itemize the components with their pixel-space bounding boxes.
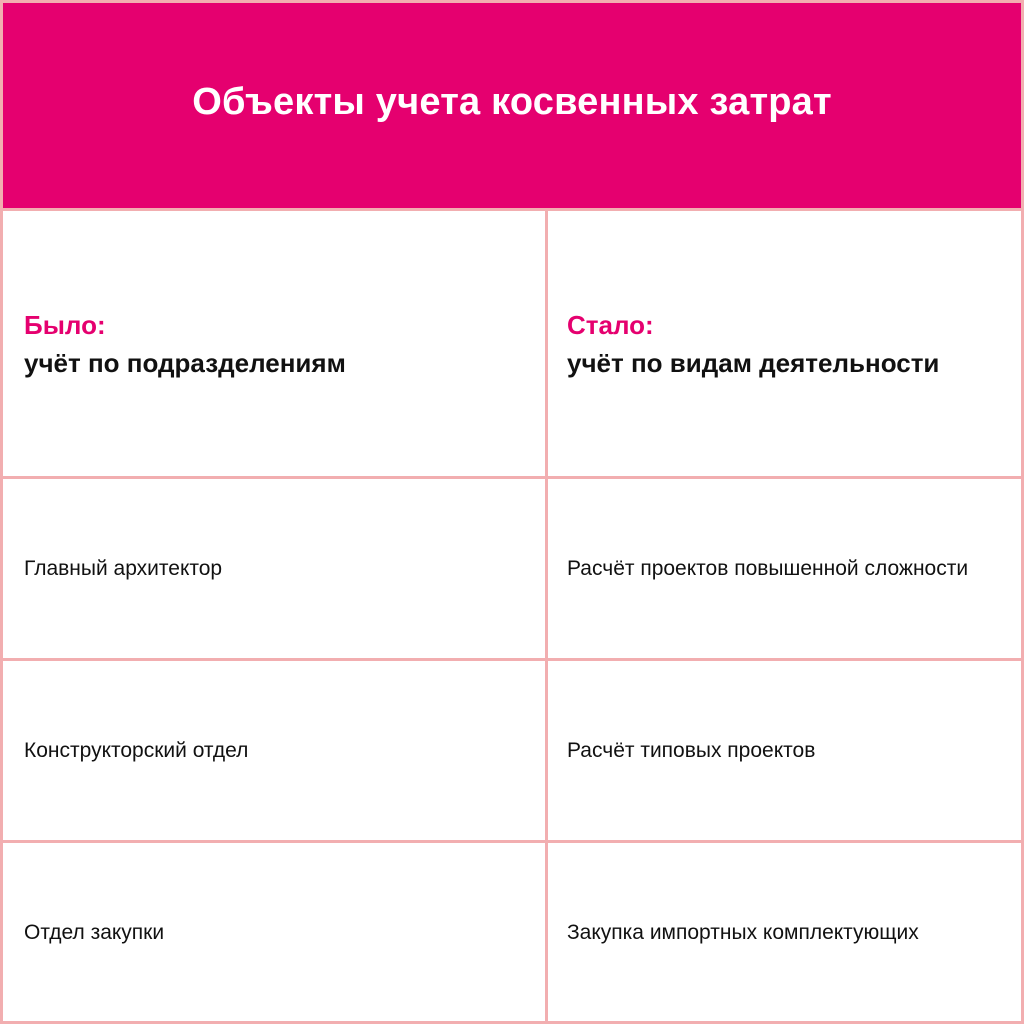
title-banner — [3, 3, 1021, 208]
table-cell-before — [24, 661, 524, 840]
right-column-header — [567, 211, 1007, 476]
after-label: Стало: — [567, 309, 654, 340]
left-column-header — [24, 211, 524, 476]
page-title: Объекты учета косвенных затрат — [192, 81, 832, 123]
after-subtitle: учёт по видам деятельности — [567, 347, 940, 378]
cell-text: Расчёт проектов повышенной сложности — [567, 557, 969, 580]
table-cell-after — [567, 661, 1007, 840]
column-divider — [545, 208, 548, 1021]
table-cell-after — [567, 843, 1007, 1021]
table-cell-before — [24, 479, 524, 658]
cell-text: Отдел закупки — [24, 920, 165, 944]
cell-text: Расчёт типовых проектов — [567, 739, 816, 762]
comparison-table — [3, 208, 1021, 1021]
cell-text: Закупка импортных комплектующих — [567, 920, 919, 944]
table-cell-before — [24, 843, 524, 1021]
table-cell-after — [567, 479, 1007, 658]
cell-text: Конструкторский отдел — [24, 739, 249, 762]
before-subtitle: учёт по подразделениям — [24, 347, 346, 378]
cell-text: Главный архитектор — [24, 557, 223, 580]
before-label: Было: — [24, 309, 106, 340]
